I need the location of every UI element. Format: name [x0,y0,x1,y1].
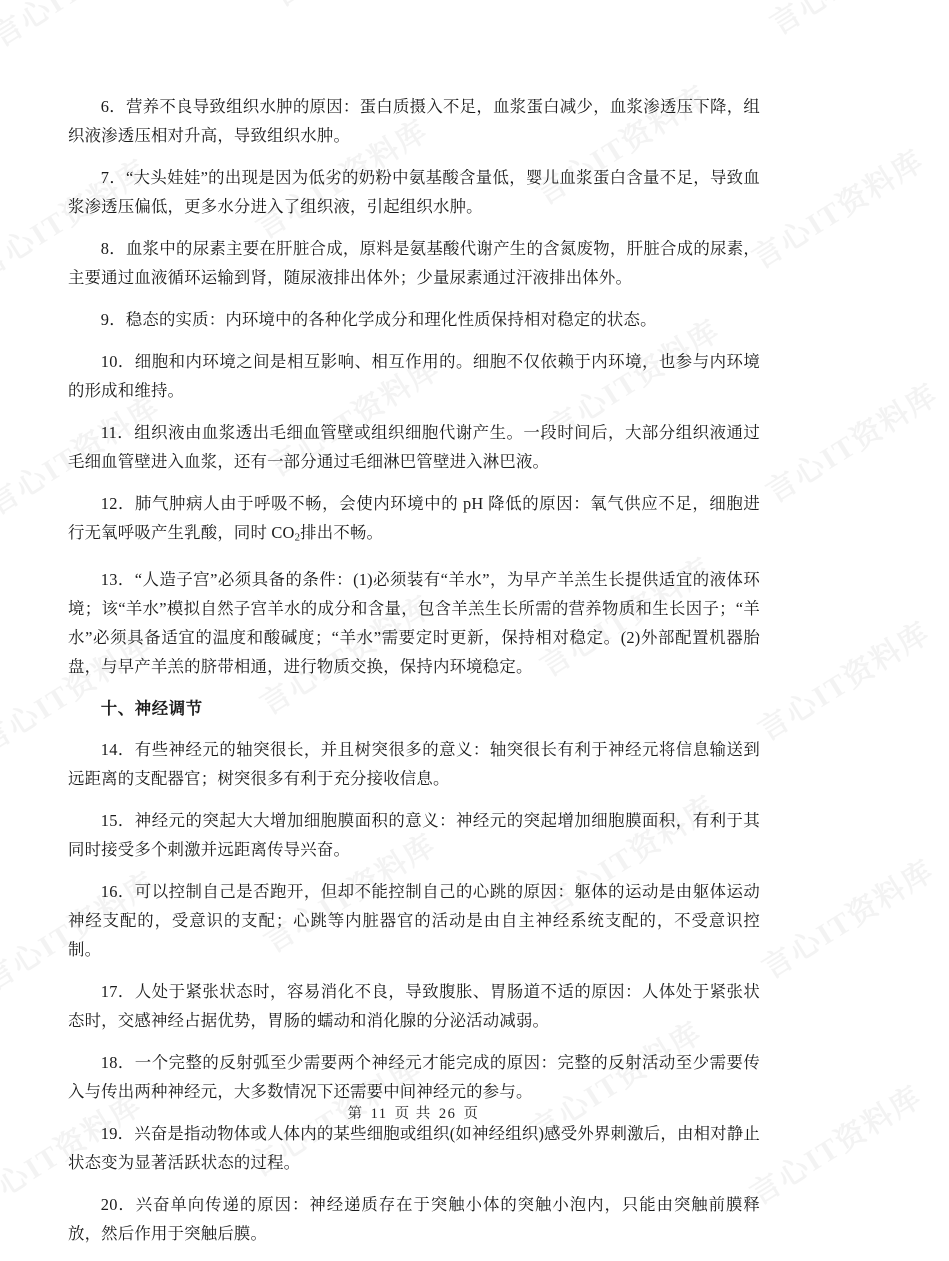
footer-current-page: 11 [370,1106,388,1122]
paragraph-10: 10．细胞和内环境之间是相互影响、相互作用的。细胞不仅依赖于内环境，也参与内环境的形成和维持。 [68,352,760,400]
paragraph-15: 15．神经元的突起大大增加细胞膜面积的意义：神经元的突起增加细胞膜面积，有利于其同时接受多个刺激并远距离传导兴奋。 [68,811,760,860]
section-heading-nervous-regulation: 十、神经调节 [100,699,203,719]
paragraph-12-text-before: 12．肺气肿病人由于呼吸不畅，会使内环境中的 pH 降低的原因：氧气供应不足，细胞进行无氧呼吸产生乳酸，同时 CO [68,494,760,542]
footer-suffix: 页 [463,1106,480,1122]
paragraph-9: 9．稳态的实质：内环境中的各种化学成分和理化性质保持相对稳定的状态。 [100,310,657,329]
paragraph-8: 8．血浆中的尿素主要在肝脏合成，原料是氨基酸代谢产生的含氮废物，肝脏合成的尿素，主要通过血液循环运输到肾，随尿液排出体外；少量尿素通过汗液排出体外。 [68,239,760,287]
paragraph-16: 16．可以控制自己是否跑开，但却不能控制自己的心跳的原因：躯体的运动是由躯体运动神经支配的，受意识的支配；心跳等内脏器官的活动是由自主神经系统支配的，不受意识控制。 [68,882,760,960]
footer-total-pages: 26 [438,1106,457,1122]
watermark [0,0,171,55]
paragraph-7: 7．“大头娃娃”的出现是因为低劣的奶粉中氨基酸含量低，婴儿血浆蛋白含量不足，导致血浆渗透压偏低，更多水分进入了组织液，引起组织水肿。 [68,168,760,216]
paragraph-20: 20．兴奋单向传递的原因：神经递质存在于突触小体的突触小泡内，只能由突触前膜释放，然后作用于突触后膜。 [68,1195,760,1244]
paragraph-18: 18．一个完整的反射弧至少需要两个神经元才能完成的原因：完整的反射活动至少需要传入与传出两种神经元，大多数情况下还需要中间神经元的参与。 [68,1053,760,1102]
paragraph-12-text-after: 排出不畅。 [300,523,384,542]
watermark [756,370,945,511]
page-footer [0,1104,827,1124]
watermark [748,608,937,749]
watermark [742,136,931,277]
paragraph-14: 14．有些神经元的轴突很长，并且树突很多的意义：轴突很长有利于神经元将信息输送到远距离的支配器官；树突很多有利于充分接收信息。 [68,740,760,789]
footer-prefix: 第 [347,1106,364,1122]
paragraph-13: 13．“人造子宫”必须具备的条件：(1)必须装有“羊水”，为早产羊羔生长提供适宜的液体环境；该“羊水”模拟自然子宫羊水的成分和含量，包含羊羔生长所需的营养物质和生长因子；“羊水”必须具备适宜的温度和酸碱度；“羊水”需要定时更新，保持相对稳定。(2)外部配置机器胎盘，与早产羊羔的脐带相通，进行物质交换，保持内环境稳定。 [68,570,760,677]
paragraph-19: 19．兴奋是指动物体或人体内的某些细胞或组织(如神经组织)感受外界刺激后，由相对静止状态变为显著活跃状态的过程。 [68,1124,760,1173]
watermark [752,846,941,987]
watermark [760,0,949,43]
watermark [740,1072,929,1213]
footer-middle: 页 共 [394,1106,432,1122]
paragraph-11: 11．组织液由血浆透出毛细血管壁或组织细胞代谢产生。一段时间后，大部分组织液通过毛细血管壁进入血浆，还有一部分通过毛细淋巴管壁进入淋巴液。 [68,423,760,471]
subscript-two: 2 [294,531,301,544]
paragraph-12 [68,489,760,552]
document-body [68,92,760,1261]
paragraph-17: 17．人处于紧张状态时，容易消化不良，导致腹胀、胃肠道不适的原因：人体处于紧张状态时，交感神经占据优势，胃肠的蠕动和消化腺的分泌活动减弱。 [68,982,760,1031]
paragraph-6: 6．营养不良导致组织水肿的原因：蛋白质摄入不足，血浆蛋白减少，血浆渗透压下降，组织液渗透压相对升高，导致组织水肿。 [68,97,760,145]
watermark [262,0,451,15]
